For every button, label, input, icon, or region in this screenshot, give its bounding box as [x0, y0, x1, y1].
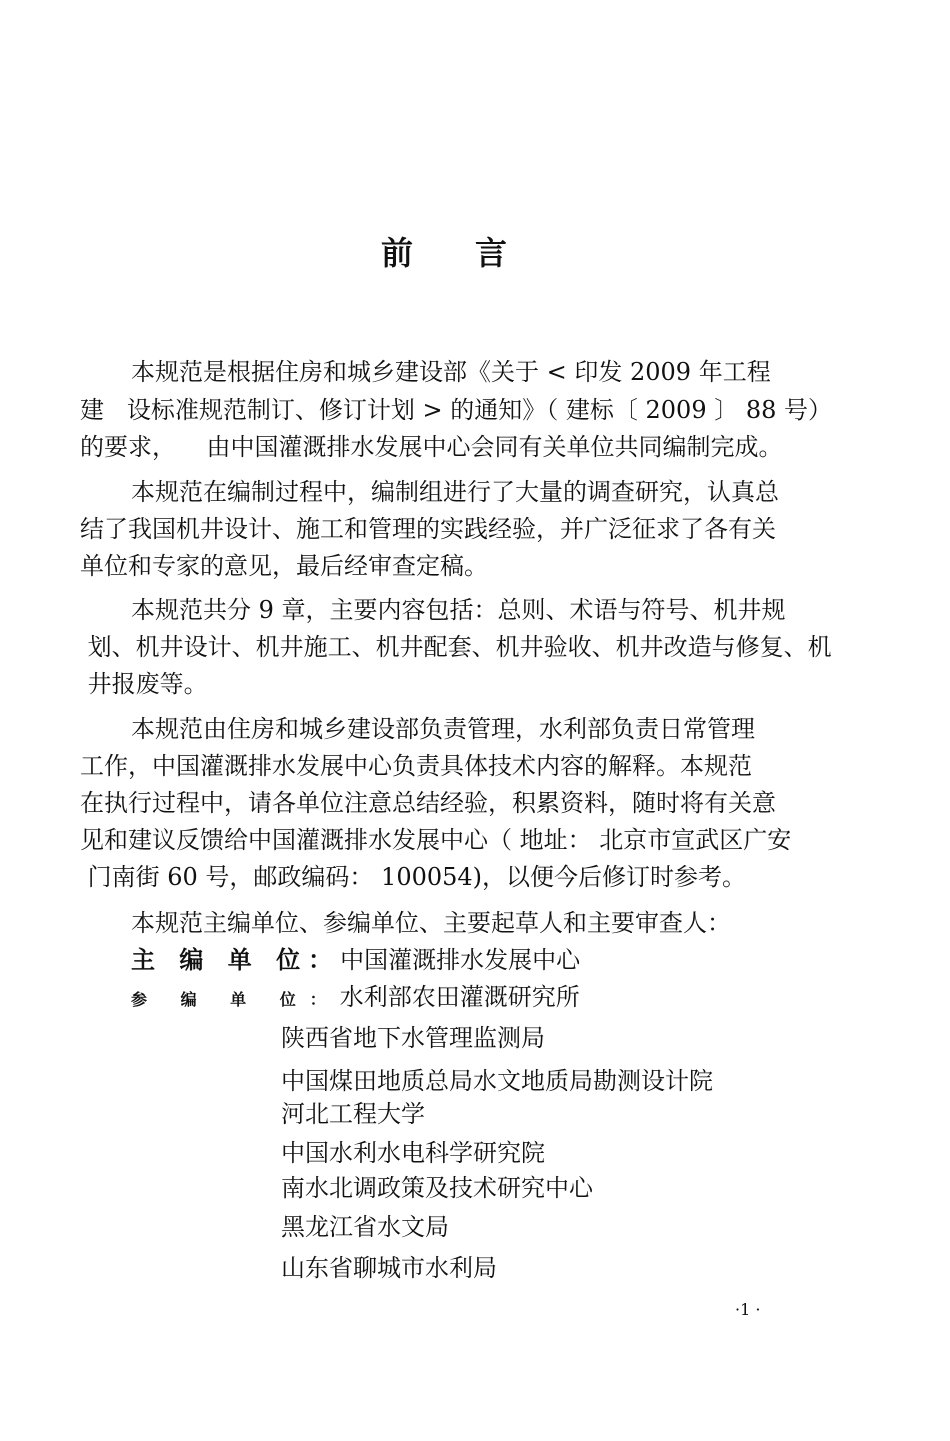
participating-unit-3: 中国煤田地质总局水文地质局勘测设计院 — [281, 1067, 713, 1095]
participating-unit-4: 河北工程大学 — [281, 1100, 425, 1128]
p4-line-1: 本规范由住房和城乡建设部负责管理，水利部负责日常管理 — [131, 715, 755, 743]
participating-unit-label: 参 编 单 位： — [131, 990, 340, 1009]
p1-line-3: 的要求， 由中国灌溉排水发展中心会同有关单位共同编制完成。 — [80, 433, 783, 461]
p1-line-1: 本规范是根据住房和城乡建设部《关于 < 印发 2009 年工程 — [131, 358, 771, 386]
chief-unit-row — [131, 945, 580, 975]
p4-line-5: 门南街 60 号，邮政编码： 100054)，以便今后修订时参考。 — [80, 863, 747, 891]
participating-unit-2: 陕西省地下水管理监测局 — [281, 1024, 545, 1052]
p1-line-2: 建 设标准规范制订、修订计划 > 的通知》（ 建标〔 2009 〕 88 号） — [80, 396, 833, 424]
page-title — [0, 228, 890, 274]
title-char-1: 前 — [380, 234, 415, 272]
chief-unit-label: 主 编 单 位： — [131, 946, 341, 974]
p4-line-2: 工作，中国灌溉排水发展中心负责具体技术内容的解释。本规范 — [80, 752, 752, 780]
p3-line-2: 划、机井设计、机井施工、机井配套、机井验收、机井改造与修复、机 — [80, 633, 832, 661]
p2-line-3: 单位和专家的意见，最后经审查定稿。 — [80, 552, 488, 580]
participating-unit-7: 黑龙江省水文局 — [281, 1213, 449, 1241]
p4-line-4: 见和建议反馈给中国灌溉排水发展中心（ 地址： 北京市宣武区广安 — [80, 826, 792, 854]
participating-unit-row — [131, 982, 580, 1015]
participating-unit-5: 中国水利水电科学研究院 — [281, 1139, 545, 1167]
p4-line-3: 在执行过程中，请各单位注意总结经验，积累资料，随时将有关意 — [80, 789, 776, 817]
p5-line: 本规范主编单位、参编单位、主要起草人和主要审查人： — [131, 909, 731, 937]
page-number: ·1 · — [735, 1300, 761, 1319]
participating-unit-8: 山东省聊城市水利局 — [281, 1254, 497, 1282]
chief-unit-value: 中国灌溉排水发展中心 — [340, 946, 581, 974]
participating-unit-1: 水利部农田灌溉研究所 — [339, 983, 580, 1011]
p2-line-2: 结了我国机井设计、施工和管理的实践经验，并广泛征求了各有关 — [80, 515, 776, 543]
title-char-2: 言 — [475, 234, 510, 272]
participating-unit-6: 南水北调政策及技术研究中心 — [281, 1174, 593, 1202]
p2-line-1: 本规范在编制过程中，编制组进行了大量的调查研究，认真总 — [131, 478, 779, 506]
p3-line-3: 井报废等。 — [80, 670, 208, 698]
p3-line-1: 本规范共分 9 章，主要内容包括：总则、术语与符号、机井规 — [131, 596, 786, 624]
